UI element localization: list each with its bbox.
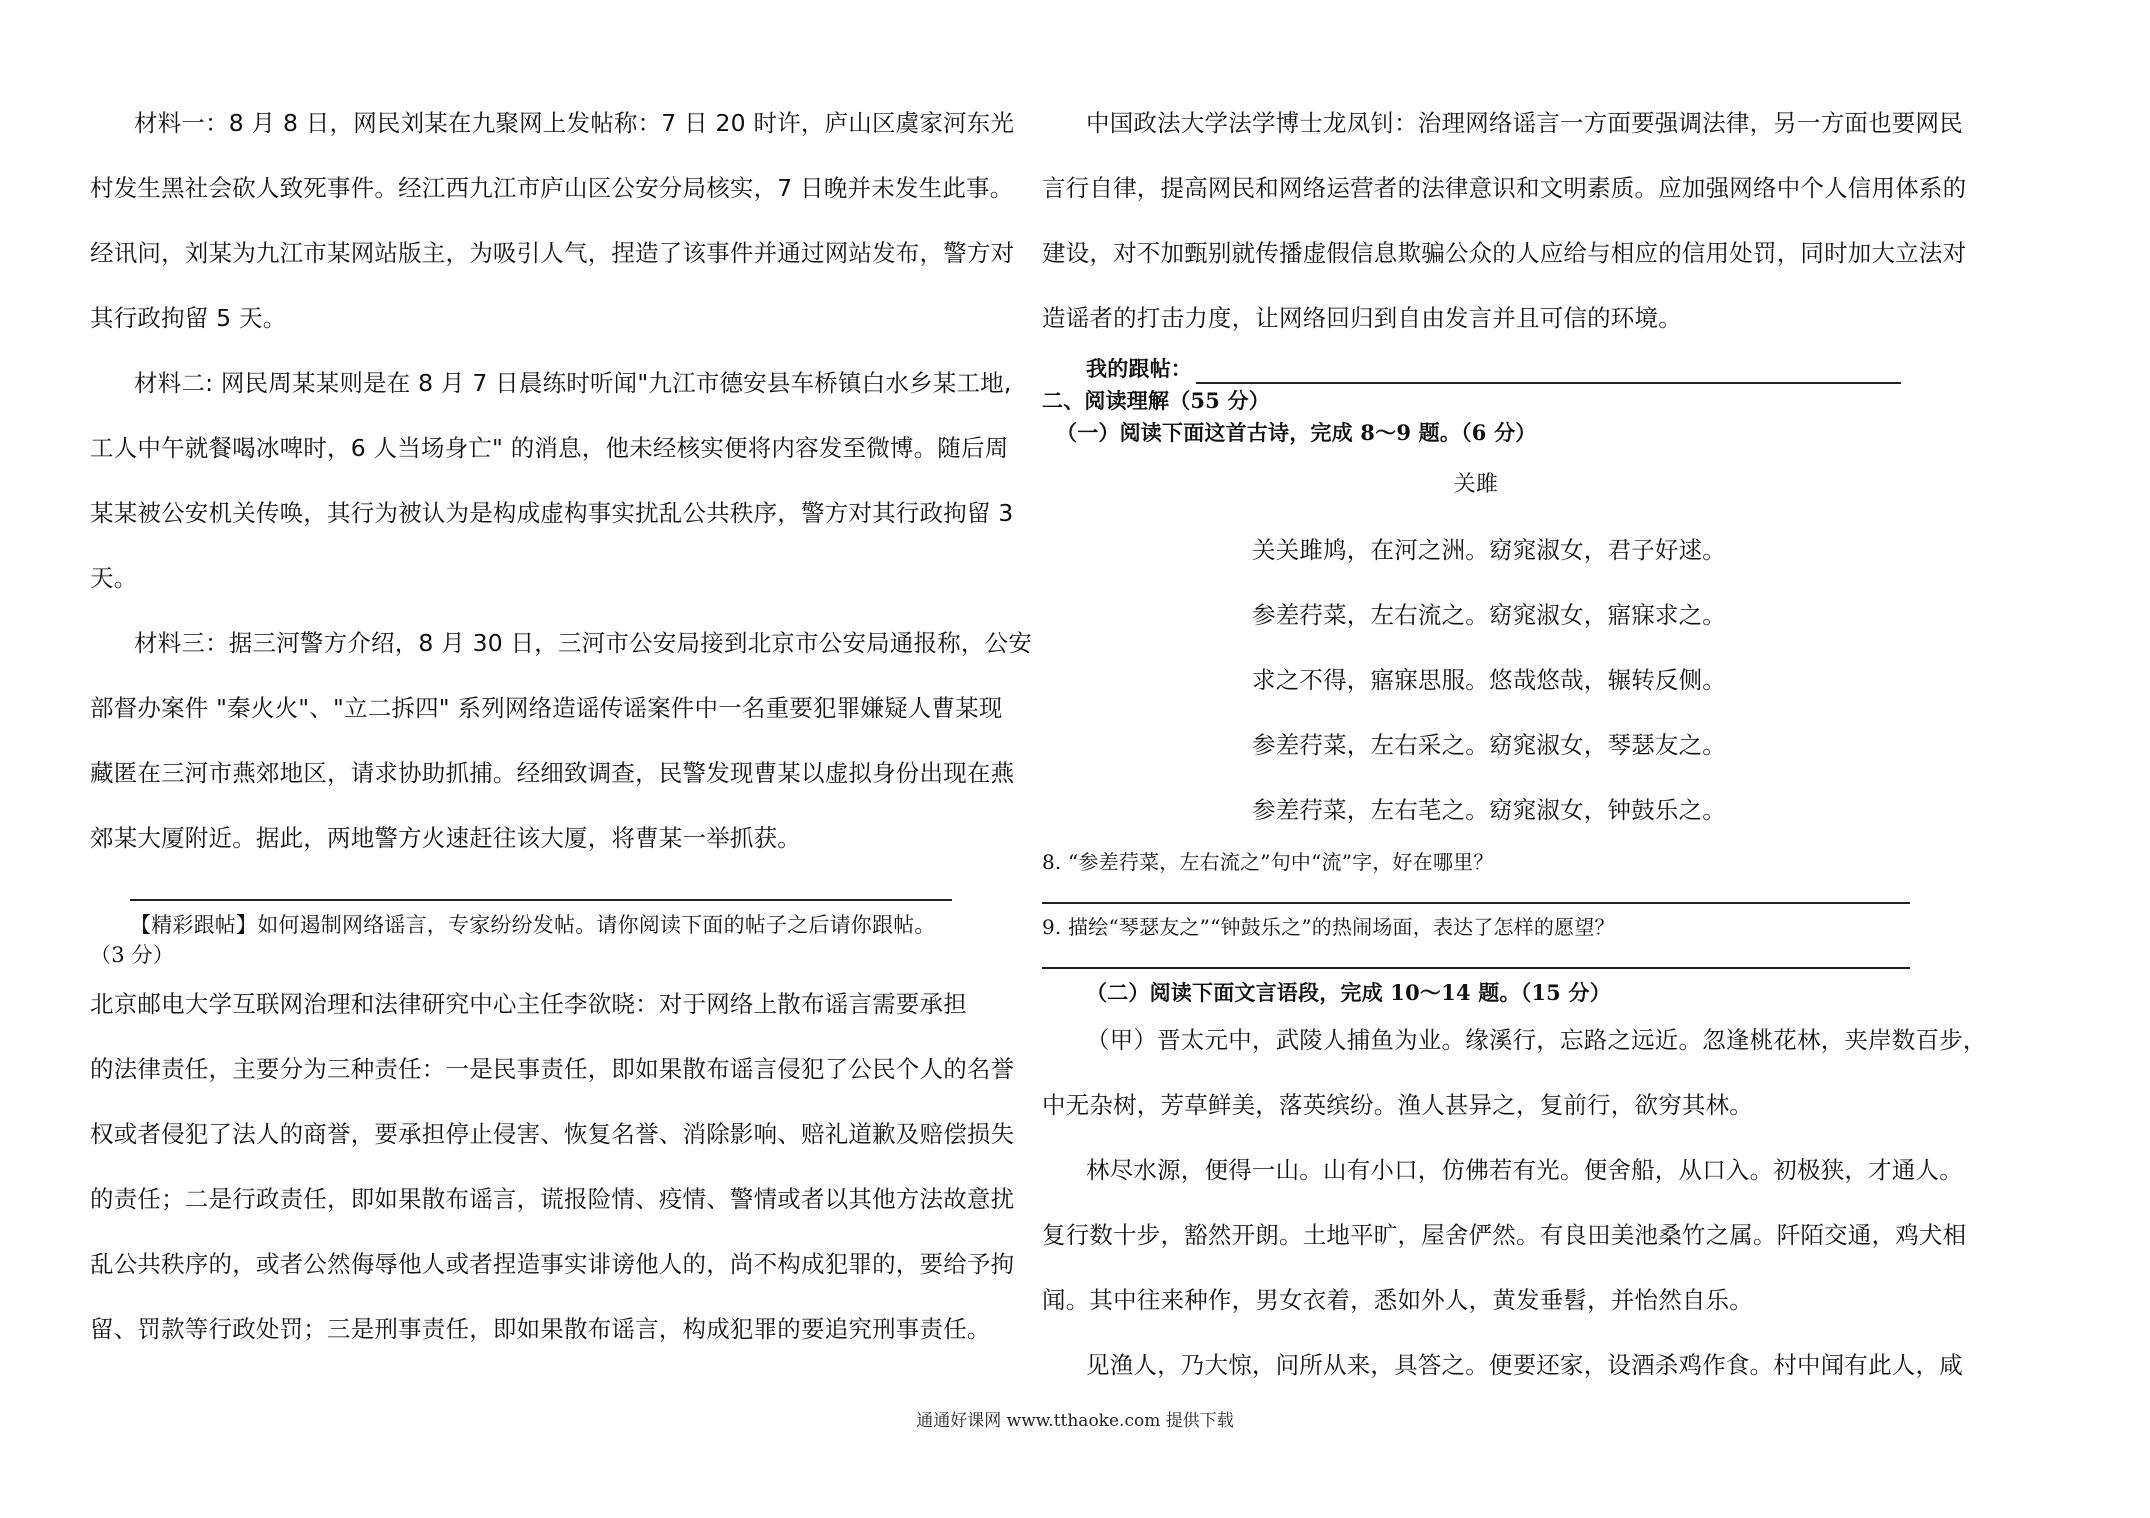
reply-line[interactable] bbox=[1042, 354, 1910, 384]
divider-rule bbox=[130, 899, 952, 901]
material-1-line-3: 经讯问，刘某为九江市某网站版主，为吸引人气，捏造了该事件并通过网站发布，警方对 bbox=[90, 239, 1015, 267]
material-3-line-3: 藏匿在三河市燕郊地区，请求协助抓捕。经细致调查，民警发现曹某以虚拟身份出现在燕 bbox=[90, 759, 1015, 787]
page-footer: 通通好课网 www.tthaoke.com 提供下载 bbox=[916, 1411, 1234, 1431]
prose-line-2: 中无杂树，芳草鲜美，落英缤纷。渔人甚异之，复前行，欲穷其林。 bbox=[1042, 1091, 1753, 1119]
poem-line-4: 参差荇菜，左右采之。窈窕淑女，琴瑟友之。 bbox=[1252, 731, 1726, 759]
expert-1-line-2: 的法律责任，主要分为三种责任：一是民事责任，即如果散布谣言侵犯了公民个人的名誉 bbox=[90, 1055, 1015, 1083]
expert-2-line-2: 言行自律，提高网民和网络运营者的法律意识和文明素质。应加强网络中个人信用体系的 bbox=[1042, 174, 1967, 202]
reply-blank[interactable] bbox=[1196, 356, 1901, 384]
material-1-line-2: 村发生黑社会砍人致死事件。经江西九江市庐山区公安分局核实，7 日晚并未发生此事。 bbox=[90, 174, 1014, 202]
material-2-line-3: 某某被公安机关传唤，其行为被认为是构成虚构事实扰乱公共秩序，警方对其行政拘留 3 bbox=[90, 499, 1014, 527]
material-1-line-1: 材料一：8 月 8 日，网民刘某在九聚网上发帖称：7 日 20 时许，庐山区虞家河东光 bbox=[134, 109, 1015, 137]
material-2-line-2: 工人中午就餐喝冰啤时，6 人当场身亡" 的消息，他未经核实便将内容发至微博。随后周 bbox=[90, 434, 1009, 462]
material-2-line-1: 材料二: 网民周某某则是在 8 月 7 日晨练时听闻"九江市德安县车桥镇白水乡某工地, bbox=[134, 369, 1012, 397]
poem-title: 关雎 bbox=[1453, 472, 1499, 497]
highlight-post-prompt: 【精彩跟帖】如何遏制网络谣言，专家纷纷发帖。请你阅读下面的帖子之后请你跟帖。 bbox=[130, 913, 936, 937]
section-2-title: 二、阅读理解（55 分） bbox=[1042, 388, 1270, 413]
expert-2-line-1: 中国政法大学法学博士龙凤钊：治理网络谣言一方面要强调法律，另一方面也要网民 bbox=[1086, 109, 1963, 137]
expert-1-line-1: 北京邮电大学互联网治理和法律研究中心主任李欲晓：对于网络上散布谣言需要承担 bbox=[90, 990, 967, 1018]
expert-2-line-4: 造谣者的打击力度，让网络回归到自由发言并且可信的环境。 bbox=[1042, 304, 1682, 332]
prose-line-6: 见渔人，乃大惊，问所从来，具答之。便要还家，设酒杀鸡作食。村中闻有此人，咸 bbox=[1086, 1351, 1963, 1379]
poem-line-3: 求之不得，寤寐思服。悠哉悠哉，辗转反侧。 bbox=[1252, 666, 1726, 694]
poem-line-2: 参差荇菜，左右流之。窈窕淑女，寤寐求之。 bbox=[1252, 601, 1726, 629]
expert-1-line-6: 留、罚款等行政处罚；三是刑事责任，即如果散布谣言，构成犯罪的要追究刑事责任。 bbox=[90, 1315, 991, 1343]
material-3-line-4: 郊某大厦附近。据此，两地警方火速赶往该大厦，将曹某一举抓获。 bbox=[90, 824, 801, 852]
expert-1-line-5: 乱公共秩序的，或者公然侮辱他人或者捏造事实诽谤他人的，尚不构成犯罪的，要给予拘 bbox=[90, 1250, 1015, 1278]
material-1-line-4: 其行政拘留 5 天。 bbox=[90, 304, 287, 332]
answer-line-8[interactable] bbox=[1042, 902, 1910, 904]
poem-line-1: 关关雎鸠，在河之洲。窈窕淑女，君子好逑。 bbox=[1252, 536, 1726, 564]
poem-line-5: 参差荇菜，左右芼之。窈窕淑女，钟鼓乐之。 bbox=[1252, 796, 1726, 824]
expert-1-line-4: 的责任；二是行政责任，即如果散布谣言，谎报险情、疫情、警情或者以其他方法故意扰 bbox=[90, 1185, 1015, 1213]
part-1-title: （一）阅读下面这首古诗，完成 8～9 题。（6 分） bbox=[1056, 420, 1537, 445]
highlight-post-score: （3 分） bbox=[90, 943, 175, 967]
question-8: 8. “参差荇菜，左右流之”句中“流”字，好在哪里？ bbox=[1042, 850, 1494, 874]
prose-line-3: 林尽水源，便得一山。山有小口，仿佛若有光。便舍船，从口入。初极狭，才通人。 bbox=[1086, 1156, 1963, 1184]
expert-1-line-3: 权或者侵犯了法人的商誉，要承担停止侵害、恢复名誉、消除影响、赔礼道歉及赔偿损失 bbox=[90, 1120, 1015, 1148]
answer-line-9[interactable] bbox=[1042, 967, 1910, 969]
material-2-line-4: 天。 bbox=[90, 564, 138, 592]
prose-line-4: 复行数十步，豁然开朗。土地平旷，屋舍俨然。有良田美池桑竹之属。阡陌交通，鸡犬相 bbox=[1042, 1221, 1967, 1249]
part-2-title: （二）阅读下面文言语段，完成 10～14 题。（15 分） bbox=[1086, 980, 1611, 1005]
reply-label: 我的跟帖： bbox=[1086, 357, 1192, 381]
material-3-line-1: 材料三：据三河警方介绍，8 月 30 日，三河市公安局接到北京市公安局通报称，公安 bbox=[134, 629, 1032, 657]
material-3-line-2: 部督办案件 "秦火火"、"立二拆四" 系列网络造谣传谣案件中一名重要犯罪嫌疑人曹某现 bbox=[90, 694, 1003, 722]
expert-2-line-3: 建设，对不加甄别就传播虚假信息欺骗公众的人应给与相应的信用处罚，同时加大立法对 bbox=[1042, 239, 1967, 267]
prose-line-5: 闻。其中往来种作，男女衣着，悉如外人，黄发垂髫，并怡然自乐。 bbox=[1042, 1286, 1753, 1314]
prose-line-1: （甲）晋太元中，武陵人捕鱼为业。缘溪行，忘路之远近。忽逢桃花林，夹岸数百步， bbox=[1086, 1026, 1987, 1054]
question-9: 9. 描绘“琴瑟友之”“钟鼓乐之”的热闹场面，表达了怎样的愿望？ bbox=[1042, 915, 1615, 939]
